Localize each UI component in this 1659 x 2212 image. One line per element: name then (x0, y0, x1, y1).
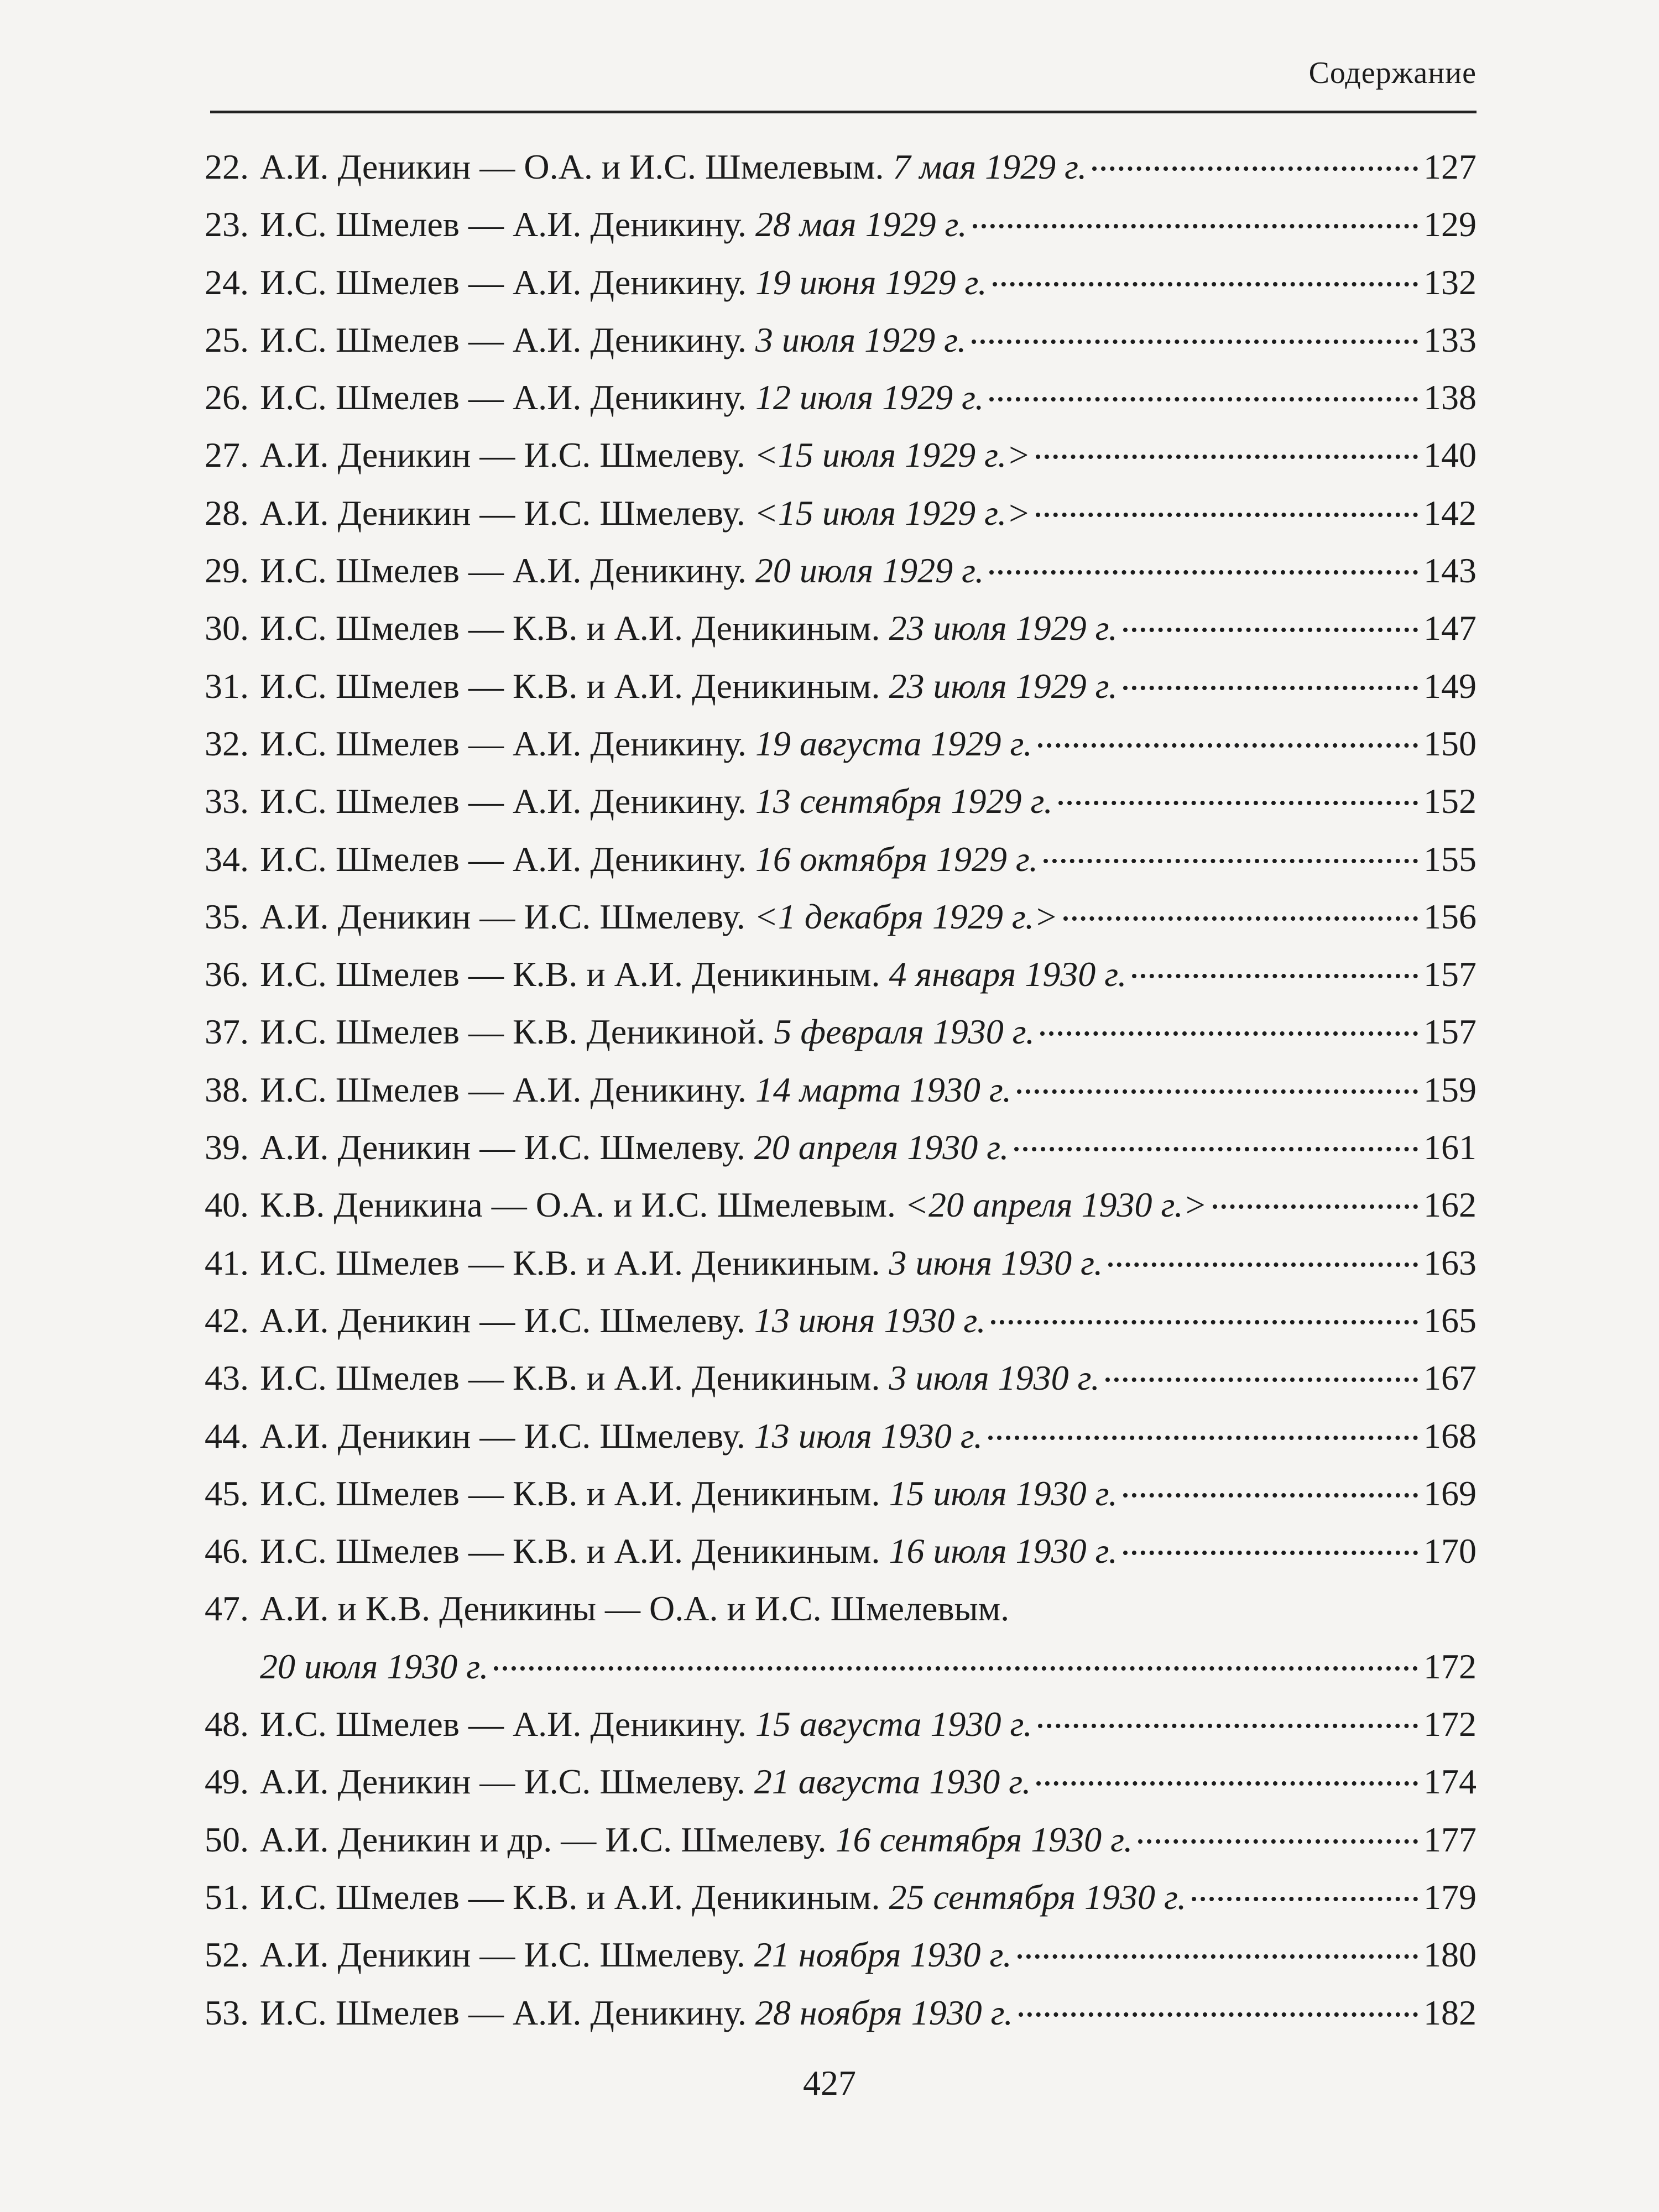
entry-number: 28. (205, 493, 249, 533)
entry-title: И.С. Шмелев — К.В. и А.И. Деникиным. (260, 954, 880, 994)
toc-entry (205, 254, 1477, 311)
entry-date: 3 июля 1929 г. (755, 320, 967, 359)
entry-page: 155 (1423, 839, 1477, 879)
toc-entry (205, 1176, 1477, 1234)
entry-page: 182 (1423, 1992, 1477, 2032)
entry-date: 21 ноября 1930 г. (754, 1935, 1012, 1975)
entry-date: 13 сентября 1929 г. (755, 781, 1053, 821)
entry-number: 31. (205, 666, 249, 706)
entry-number: 44. (205, 1416, 249, 1455)
toc-entry (205, 369, 1477, 426)
entry-date: 23 июля 1929 г. (889, 608, 1118, 648)
entry-title: А.И. Деникин — И.С. Шмелеву. (260, 896, 745, 936)
entry-number: 24. (205, 262, 249, 302)
toc-entry (205, 138, 1477, 196)
dot-leader (991, 1320, 1418, 1324)
entry-title: И.С. Шмелев — К.В. и А.И. Деникиным. (260, 1531, 880, 1571)
header-title: Содержание (1308, 56, 1477, 90)
toc-entry (205, 1869, 1477, 1926)
entry-title: И.С. Шмелев — А.И. Деникину. (260, 839, 747, 879)
entry-title: А.И. Деникин — И.С. Шмелеву. (260, 1935, 745, 1975)
entry-title: И.С. Шмелев — К.В. и А.И. Деникиным. (260, 666, 880, 706)
entry-title: И.С. Шмелев — К.В. и А.И. Деникиным. (260, 1473, 880, 1513)
entry-title: И.С. Шмелев — А.И. Деникину. (260, 551, 747, 591)
toc-entry (205, 888, 1477, 946)
entry-page: 159 (1423, 1070, 1477, 1109)
entry-number: 53. (205, 1992, 249, 2032)
entry-date: 19 июня 1929 г. (755, 262, 987, 302)
entry-date: 23 июля 1929 г. (889, 666, 1118, 706)
entry-number: 32. (205, 723, 249, 763)
entry-title: И.С. Шмелев — А.И. Деникину. (260, 205, 747, 244)
toc-entry (205, 1119, 1477, 1176)
toc-entry (205, 542, 1477, 599)
dot-leader (1105, 1378, 1418, 1382)
entry-date: 5 февраля 1930 г. (774, 1012, 1035, 1052)
entry-page: 157 (1423, 954, 1477, 994)
toc-entry (205, 1638, 1477, 1695)
entry-number: 45. (205, 1473, 249, 1513)
toc-entry (205, 599, 1477, 657)
entry-page: 142 (1423, 493, 1477, 533)
entry-page: 169 (1423, 1473, 1477, 1513)
toc-entry (205, 1349, 1477, 1407)
dot-leader (1192, 1897, 1418, 1901)
entry-date: 21 августа 1930 г. (754, 1762, 1031, 1802)
toc-entry (205, 946, 1477, 1003)
entry-page: 152 (1423, 781, 1477, 821)
entry-number: 51. (205, 1877, 249, 1917)
running-header (210, 50, 1477, 113)
table-of-contents (205, 138, 1477, 2042)
dot-leader (1138, 1839, 1418, 1844)
entry-number: 40. (205, 1185, 249, 1225)
entry-date: 20 апреля 1930 г. (754, 1128, 1009, 1167)
toc-entry (205, 1984, 1477, 2042)
entry-date: 20 июля 1929 г. (755, 551, 984, 591)
entry-date: 4 января 1930 г. (889, 954, 1127, 994)
toc-entry (205, 1003, 1477, 1061)
entry-title: А.И. Деникин — И.С. Шмелеву. (260, 1416, 745, 1455)
entry-number: 50. (205, 1819, 249, 1859)
toc-entry (205, 1465, 1477, 1522)
dot-leader (1038, 1724, 1418, 1728)
entry-number: 47. (205, 1589, 249, 1629)
dot-leader (989, 570, 1418, 575)
entry-page: 163 (1423, 1243, 1477, 1282)
entry-page: 165 (1423, 1300, 1477, 1340)
dot-leader (1036, 513, 1418, 517)
entry-title: А.И. Деникин — И.С. Шмелеву. (260, 435, 745, 475)
entry-page: 180 (1423, 1935, 1477, 1975)
dot-leader (993, 282, 1418, 286)
entry-number: 48. (205, 1704, 249, 1744)
entry-page: 168 (1423, 1416, 1477, 1455)
dot-leader (1213, 1204, 1418, 1209)
entry-page: 127 (1423, 147, 1477, 186)
dot-leader (1123, 1493, 1418, 1498)
toc-entry (205, 715, 1477, 773)
dot-leader (1092, 166, 1418, 171)
dot-leader (1123, 1551, 1418, 1555)
toc-entry (205, 1926, 1477, 1984)
entry-number: 38. (205, 1070, 249, 1109)
entry-number: 29. (205, 551, 249, 591)
entry-page: 172 (1423, 1704, 1477, 1744)
toc-entry (205, 1522, 1477, 1580)
toc-entry (205, 484, 1477, 542)
entry-number: 33. (205, 781, 249, 821)
dot-leader (1038, 743, 1418, 748)
entry-page: 140 (1423, 435, 1477, 475)
dot-leader (1018, 1954, 1418, 1959)
entry-title: И.С. Шмелев — К.В. и А.И. Деникиным. (260, 608, 880, 648)
entry-page: 129 (1423, 205, 1477, 244)
entry-date: 3 июня 1930 г. (889, 1243, 1103, 1282)
entry-title: К.В. Деникина — О.А. и И.С. Шмелевым. (260, 1185, 896, 1225)
dot-leader (989, 397, 1418, 401)
entry-date: 13 июля 1930 г. (754, 1416, 983, 1455)
entry-number: 41. (205, 1243, 249, 1282)
entry-title: А.И. и К.В. Деникины — О.А. и И.С. Шмелевым. (260, 1589, 1010, 1629)
entry-number: 52. (205, 1935, 249, 1975)
dot-leader (1019, 2012, 1418, 2017)
entry-page: 138 (1423, 378, 1477, 418)
dot-leader (972, 340, 1418, 344)
entry-number: 34. (205, 839, 249, 879)
entry-number: 49. (205, 1762, 249, 1802)
entry-title: А.И. Деникин и др. — И.С. Шмелеву. (260, 1819, 827, 1859)
entry-number: 36. (205, 954, 249, 994)
entry-date: <15 июля 1929 г.> (754, 493, 1031, 533)
entry-title: И.С. Шмелев — А.И. Деникину. (260, 320, 747, 359)
entry-page: 172 (1423, 1646, 1477, 1686)
entry-title: А.И. Деникин — И.С. Шмелеву. (260, 1300, 745, 1340)
dot-leader (1058, 801, 1418, 805)
entry-number: 25. (205, 320, 249, 359)
entry-number: 23. (205, 205, 249, 244)
entry-date: 16 сентября 1930 г. (835, 1819, 1133, 1859)
entry-page: 170 (1423, 1531, 1477, 1571)
entry-date: <1 декабря 1929 г.> (754, 896, 1058, 936)
entry-number: 46. (205, 1531, 249, 1571)
entry-number: 35. (205, 896, 249, 936)
toc-entry (205, 1061, 1477, 1119)
dot-leader (1132, 974, 1418, 978)
entry-title: И.С. Шмелев — А.И. Деникину. (260, 723, 747, 763)
entry-page: 149 (1423, 666, 1477, 706)
entry-page: 174 (1423, 1762, 1477, 1802)
entry-date: 15 августа 1930 г. (755, 1704, 1032, 1744)
entry-date: 28 мая 1929 г. (755, 205, 967, 244)
entry-number: 43. (205, 1358, 249, 1398)
entry-date: 3 июля 1930 г. (889, 1358, 1100, 1398)
entry-number: 26. (205, 378, 249, 418)
entry-number: 30. (205, 608, 249, 648)
entry-title: А.И. Деникин — И.С. Шмелеву. (260, 493, 745, 533)
entry-page: 143 (1423, 551, 1477, 591)
entry-page: 150 (1423, 723, 1477, 763)
toc-entry (205, 1292, 1477, 1349)
dot-leader (1036, 455, 1418, 459)
entry-title: И.С. Шмелев — К.В. и А.И. Деникиным. (260, 1877, 880, 1917)
entry-page: 157 (1423, 1012, 1477, 1052)
toc-entry (205, 1234, 1477, 1292)
toc-entry (205, 1753, 1477, 1811)
dot-leader (1014, 1147, 1418, 1151)
dot-leader (1017, 1089, 1418, 1094)
entry-date: 16 июля 1930 г. (889, 1531, 1118, 1571)
entry-title: И.С. Шмелев — А.И. Деникину. (260, 1070, 747, 1109)
entry-page: 177 (1423, 1819, 1477, 1859)
toc-entry (205, 1811, 1477, 1869)
entry-date: <20 апреля 1930 г.> (904, 1185, 1207, 1225)
toc-entry (205, 1407, 1477, 1465)
toc-entry (205, 831, 1477, 888)
entry-number: 37. (205, 1012, 249, 1052)
dot-leader (988, 1436, 1418, 1440)
dot-leader (973, 224, 1418, 228)
entry-date: 20 июля 1930 г. (260, 1646, 489, 1686)
entry-page: 147 (1423, 608, 1477, 648)
page-number: 427 (803, 2063, 856, 2103)
toc-entry (205, 426, 1477, 484)
entry-date: 15 июля 1930 г. (889, 1473, 1118, 1513)
entry-number: 42. (205, 1300, 249, 1340)
entry-date: 16 октября 1929 г. (755, 839, 1038, 879)
dot-leader (1040, 1031, 1418, 1036)
entry-page: 161 (1423, 1128, 1477, 1167)
toc-entry (205, 773, 1477, 830)
dot-leader (1123, 686, 1418, 690)
entry-date: 12 июля 1929 г. (755, 378, 984, 418)
toc-entry (205, 196, 1477, 253)
entry-date: 28 ноября 1930 г. (755, 1992, 1013, 2032)
entry-page: 132 (1423, 262, 1477, 302)
entry-title: И.С. Шмелев — А.И. Деникину. (260, 378, 747, 418)
dot-leader (1063, 916, 1418, 921)
entry-page: 162 (1423, 1185, 1477, 1225)
dot-leader (1036, 1781, 1418, 1786)
entry-title: И.С. Шмелев — К.В. Деникиной. (260, 1012, 765, 1052)
entry-date: 14 марта 1930 г. (755, 1070, 1012, 1109)
entry-title: И.С. Шмелев — К.В. и А.И. Деникиным. (260, 1243, 880, 1282)
entry-title: И.С. Шмелев — А.И. Деникину. (260, 262, 747, 302)
entry-title: А.И. Деникин — О.А. и И.С. Шмелевым. (260, 147, 884, 186)
entry-title: И.С. Шмелев — К.В. и А.И. Деникиным. (260, 1358, 880, 1398)
entry-date: 7 мая 1929 г. (893, 147, 1087, 186)
entry-number: 39. (205, 1128, 249, 1167)
toc-entry (205, 1695, 1477, 1753)
toc-entry (205, 311, 1477, 369)
entry-date: 25 сентября 1930 г. (889, 1877, 1187, 1917)
entry-date: 19 августа 1929 г. (755, 723, 1032, 763)
entry-title: А.И. Деникин — И.С. Шмелеву. (260, 1128, 745, 1167)
entry-page: 133 (1423, 320, 1477, 359)
entry-number: 27. (205, 435, 249, 475)
entry-title: И.С. Шмелев — А.И. Деникину. (260, 1704, 747, 1744)
entry-title: И.С. Шмелев — А.И. Деникину. (260, 781, 747, 821)
dot-leader (1044, 859, 1418, 863)
entry-number: 22. (205, 147, 249, 186)
entry-date: 13 июня 1930 г. (754, 1300, 986, 1340)
dot-leader (1108, 1262, 1418, 1267)
toc-entry (205, 658, 1477, 715)
entry-title: И.С. Шмелев — А.И. Деникину. (260, 1992, 747, 2032)
toc-entry (205, 1580, 1477, 1637)
entry-page: 179 (1423, 1877, 1477, 1917)
entry-page: 156 (1423, 896, 1477, 936)
entry-page: 167 (1423, 1358, 1477, 1398)
entry-date: <15 июля 1929 г.> (754, 435, 1031, 475)
dot-leader (494, 1666, 1418, 1671)
dot-leader (1123, 628, 1418, 632)
entry-title: А.И. Деникин — И.С. Шмелеву. (260, 1762, 745, 1802)
